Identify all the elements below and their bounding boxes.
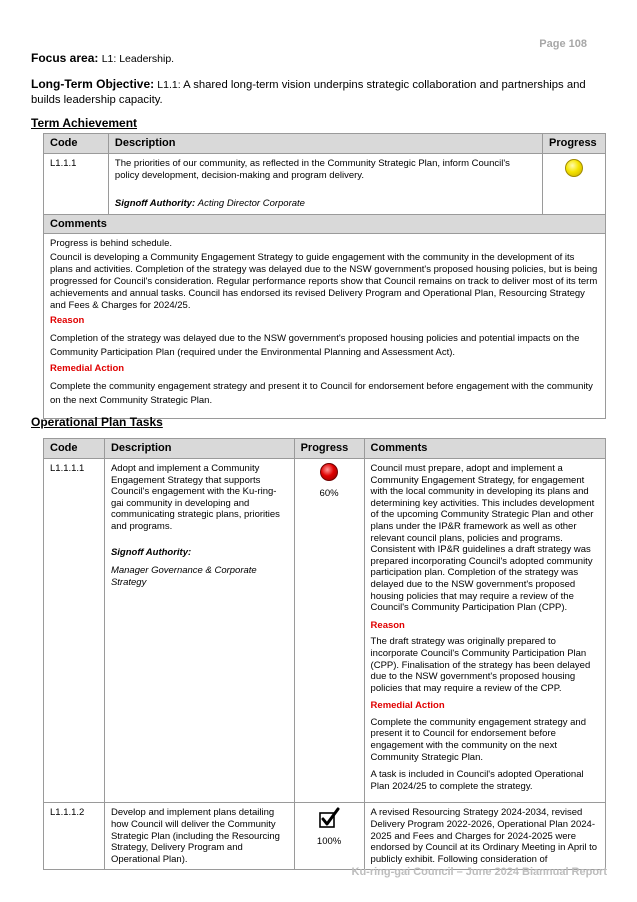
extra-note: A task is included in Council's adopted Operational Plan 2024/25 to complete the strategy. (370, 769, 584, 792)
row-progress (294, 459, 364, 803)
objective-label: Long-Term Objective: (31, 77, 155, 91)
row-code: L1.1.1.1 (44, 459, 105, 803)
remedial-text: Complete the community engagement strategy and present it to Council for endorsement before engagement with the community on the next Community Strategic Plan. (370, 716, 586, 763)
page-number: Page 108 (539, 38, 587, 50)
row-description (108, 154, 542, 215)
row-comments (364, 459, 605, 803)
remedial-label: Remedial Action (50, 363, 125, 374)
column-header-description: Description (108, 134, 542, 154)
table-row (44, 803, 606, 870)
signoff-value: Manager Governance & Corporate Strategy (110, 565, 257, 588)
table-row (44, 154, 606, 215)
row-description: Develop and implement plans detailing how Council will deliver the Community Strategic Plan (including the Resourcing Strategy, Delivery Program and Operational Plan). (104, 803, 294, 870)
column-header-code: Code (44, 134, 109, 154)
reason-label: Reason (50, 315, 85, 326)
focus-area-value: L1: Leadership. (101, 53, 175, 65)
signoff-label: Signoff Authority: (110, 546, 192, 558)
signoff-label: Signoff Authority: (114, 198, 196, 209)
column-header-comments: Comments (364, 439, 605, 459)
footer: Ku-ring-gai Council – June 2024 Biannual Report (351, 866, 607, 878)
row-progress (294, 803, 364, 870)
reason-label: Reason (370, 619, 405, 631)
comments-text: Council is developing a Community Engagement Strategy to guide engagement with the community in the development of its plans and activities. Completion of the strategy was delayed due to the NSW government's proposed housing policies, but is being progressed for Council's consideration. Regular performance reports show that Council remains on track to deliver most of its term achievements and annual tasks. Council has endorsed its revised Delivery Program and Operational Plan, Resourcing Strategy and Fees & Charges for 2024/25. (50, 252, 598, 311)
reason-text: The draft strategy was originally prepared to incorporate Council's Community Participation Plan (CPP). Finalisation of the strategy has been delayed due to the NSW government's proposed housing policies that may require a review of the CPP. (370, 636, 591, 694)
row-code: L1.1.1 (44, 154, 109, 215)
column-header-progress: Progress (542, 134, 605, 154)
operational-plan-heading: Operational Plan Tasks (31, 415, 163, 429)
column-header-code: Code (44, 439, 105, 459)
row-description-text: The priorities of our community, as reflected in the Community Strategic Plan, inform Council's policy development, decision-making and program delivery. (114, 158, 510, 181)
row-comments: A revised Resourcing Strategy 2024-2034, revised Delivery Program 2022-2026, Operational Plan 2024-2025 and Fees and Charges for 2024-2025 were endorsed by Council at its Ordinary Meeting in April to publicly exhibit. Following consideration of (364, 803, 605, 870)
term-achievement-heading: Term Achievement (31, 116, 138, 130)
red-circle-icon (320, 463, 338, 481)
comments-status: Progress is behind schedule. (50, 238, 172, 249)
column-header-progress: Progress (294, 439, 364, 459)
focus-area-label: Focus area: (31, 51, 99, 65)
row-code: L1.1.1.2 (44, 803, 105, 870)
signoff (115, 198, 536, 210)
checkmark-icon (318, 807, 340, 829)
signoff-value: Acting Director Corporate (197, 198, 305, 209)
table-row (44, 459, 606, 803)
row-description-text: Adopt and implement a Community Engagement Strategy that supports Council's engagement with the Ku-ring-gai community in developing and communicating strategic plans, priorities and programs. (110, 463, 280, 532)
progress-percent: 100% (316, 836, 342, 848)
row-progress (542, 154, 605, 215)
reason-text: Completion of the strategy was delayed due to the NSW government's proposed housing policies and potential impacts on the Community Participation Plan (required under the Environmental Planning and Assessment Act). (50, 333, 580, 358)
operational-plan-table (43, 438, 606, 870)
focus-area (31, 51, 174, 65)
objective-code: L1.1: (157, 79, 181, 91)
remedial-label: Remedial Action (370, 700, 445, 712)
term-achievement-table (43, 133, 606, 419)
remedial-text: Complete the community engagement strategy and present it to Council for endorsement before engagement with the community on the next Community Strategic Plan. (50, 381, 593, 406)
comments-body (44, 234, 606, 419)
column-header-description: Description (104, 439, 294, 459)
yellow-circle-icon (565, 159, 583, 177)
objective-text: A shared long-term vision underpins strategic collaboration and partnerships and builds leadership capacity. (31, 79, 586, 106)
progress-percent: 60% (319, 487, 339, 499)
row-description (104, 459, 294, 803)
comments-heading: Comments (44, 215, 606, 234)
comment-text: Council must prepare, adopt and implement a Community Engagement Strategy, for engagement with the local community in developing its plans and determining key activities. This includes development of the upcoming Community Strategic Plan and other plans under the IP&R framework as well as other relevant council plans, policies and programs. Consistent with IP&R guidelines a draft strategy was prepared incorporating Council's adopted community participation plan. Completion of the strategy was delayed due to the NSW government's proposed housing policies that may require a review of the Council's Community Participation Plan (CPP). (370, 463, 595, 614)
long-term-objective (31, 77, 606, 108)
